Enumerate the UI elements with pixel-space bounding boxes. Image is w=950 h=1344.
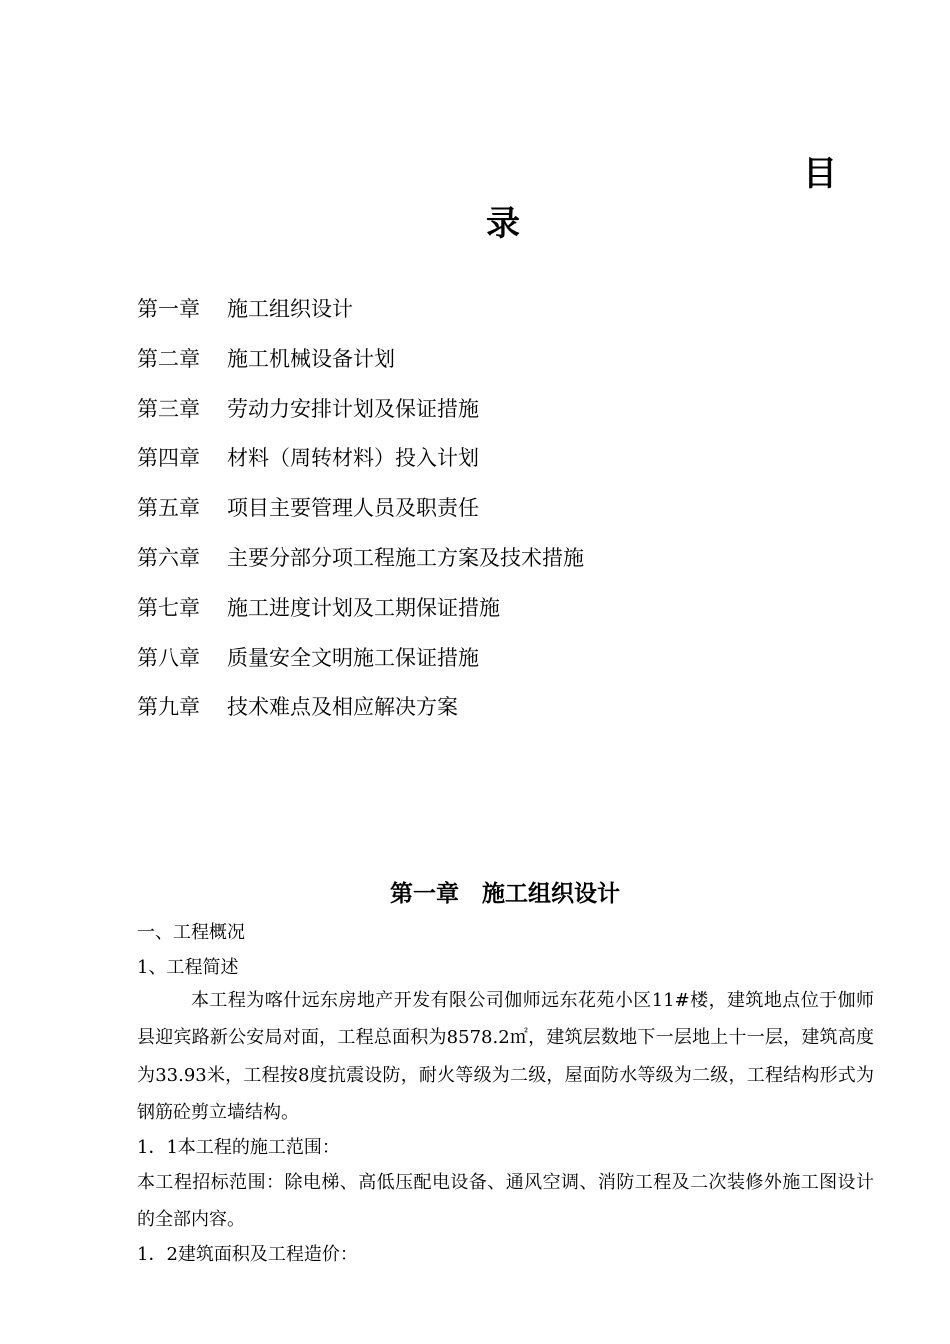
item-heading: 1．2建筑面积及工程造价： — [137, 1244, 358, 1265]
toc-chapter-title: 质量安全文明施工保证措施 — [227, 645, 479, 670]
toc-chapter-number: 第一章 — [137, 297, 200, 321]
toc-chapter-title: 劳动力安排计划及保证措施 — [227, 396, 479, 421]
toc-chapter-title: 施工组织设计 — [227, 297, 353, 321]
toc-chapter-number: 第六章 — [137, 545, 200, 570]
toc-chapter-title: 技术难点及相应解决方案 — [227, 695, 458, 720]
toc-chapter-title: 施工进度计划及工期保证措施 — [227, 595, 500, 620]
toc-entry[interactable] — [137, 691, 584, 741]
toc-chapter-title: 施工机械设备计划 — [227, 346, 395, 371]
toc-chapter-number: 第九章 — [137, 695, 200, 720]
chapter-heading: 第一章 施工组织设计 — [390, 880, 620, 907]
toc-chapter-number: 第五章 — [137, 496, 200, 521]
item-heading: 1．1本工程的施工范围： — [137, 1137, 340, 1158]
toc-entry[interactable] — [137, 442, 584, 492]
toc-chapter-number: 第七章 — [137, 595, 200, 620]
toc-chapter-title: 材料（周转材料）投入计划 — [227, 446, 479, 471]
toc-entry[interactable] — [137, 393, 584, 443]
subsection-heading: 1、工程简述 — [137, 957, 239, 978]
toc-entry[interactable] — [137, 592, 584, 642]
toc-entry[interactable] — [137, 293, 584, 343]
toc-entry[interactable] — [137, 492, 584, 542]
toc-entry[interactable] — [137, 642, 584, 692]
toc-chapter-number: 第二章 — [137, 346, 200, 371]
section-heading: 一、工程概况 — [137, 922, 245, 943]
toc-list — [137, 293, 584, 741]
toc-chapter-title: 项目主要管理人员及职责任 — [227, 496, 479, 521]
toc-chapter-number: 第八章 — [137, 645, 200, 670]
toc-title-part2: 录 — [486, 204, 520, 244]
toc-title-part1: 目 — [803, 154, 837, 194]
toc-entry[interactable] — [137, 542, 584, 592]
toc-entry[interactable] — [137, 343, 584, 393]
toc-chapter-number: 第三章 — [137, 396, 200, 421]
body-paragraph: 本工程为喀什远东房地产开发有限公司伽师远东花苑小区11#楼，建筑地点位于伽师县迎宾路新公安局对面，工程总面积为8578.2㎡，建筑层数地下一层地上十一层，建筑高度为33.93米，工程按8度抗震设防，耐火等级为二级，屋面防水等级为二级，工程结构形式为钢筋砼剪立墙结构。 — [137, 990, 874, 1123]
body-paragraph: 本工程招标范围：除电梯、高低压配电设备、通风空调、消防工程及二次装修外施工图设计的全部内容。 — [137, 1172, 874, 1230]
toc-chapter-number: 第四章 — [137, 446, 200, 471]
toc-chapter-title: 主要分部分项工程施工方案及技术措施 — [227, 545, 584, 570]
